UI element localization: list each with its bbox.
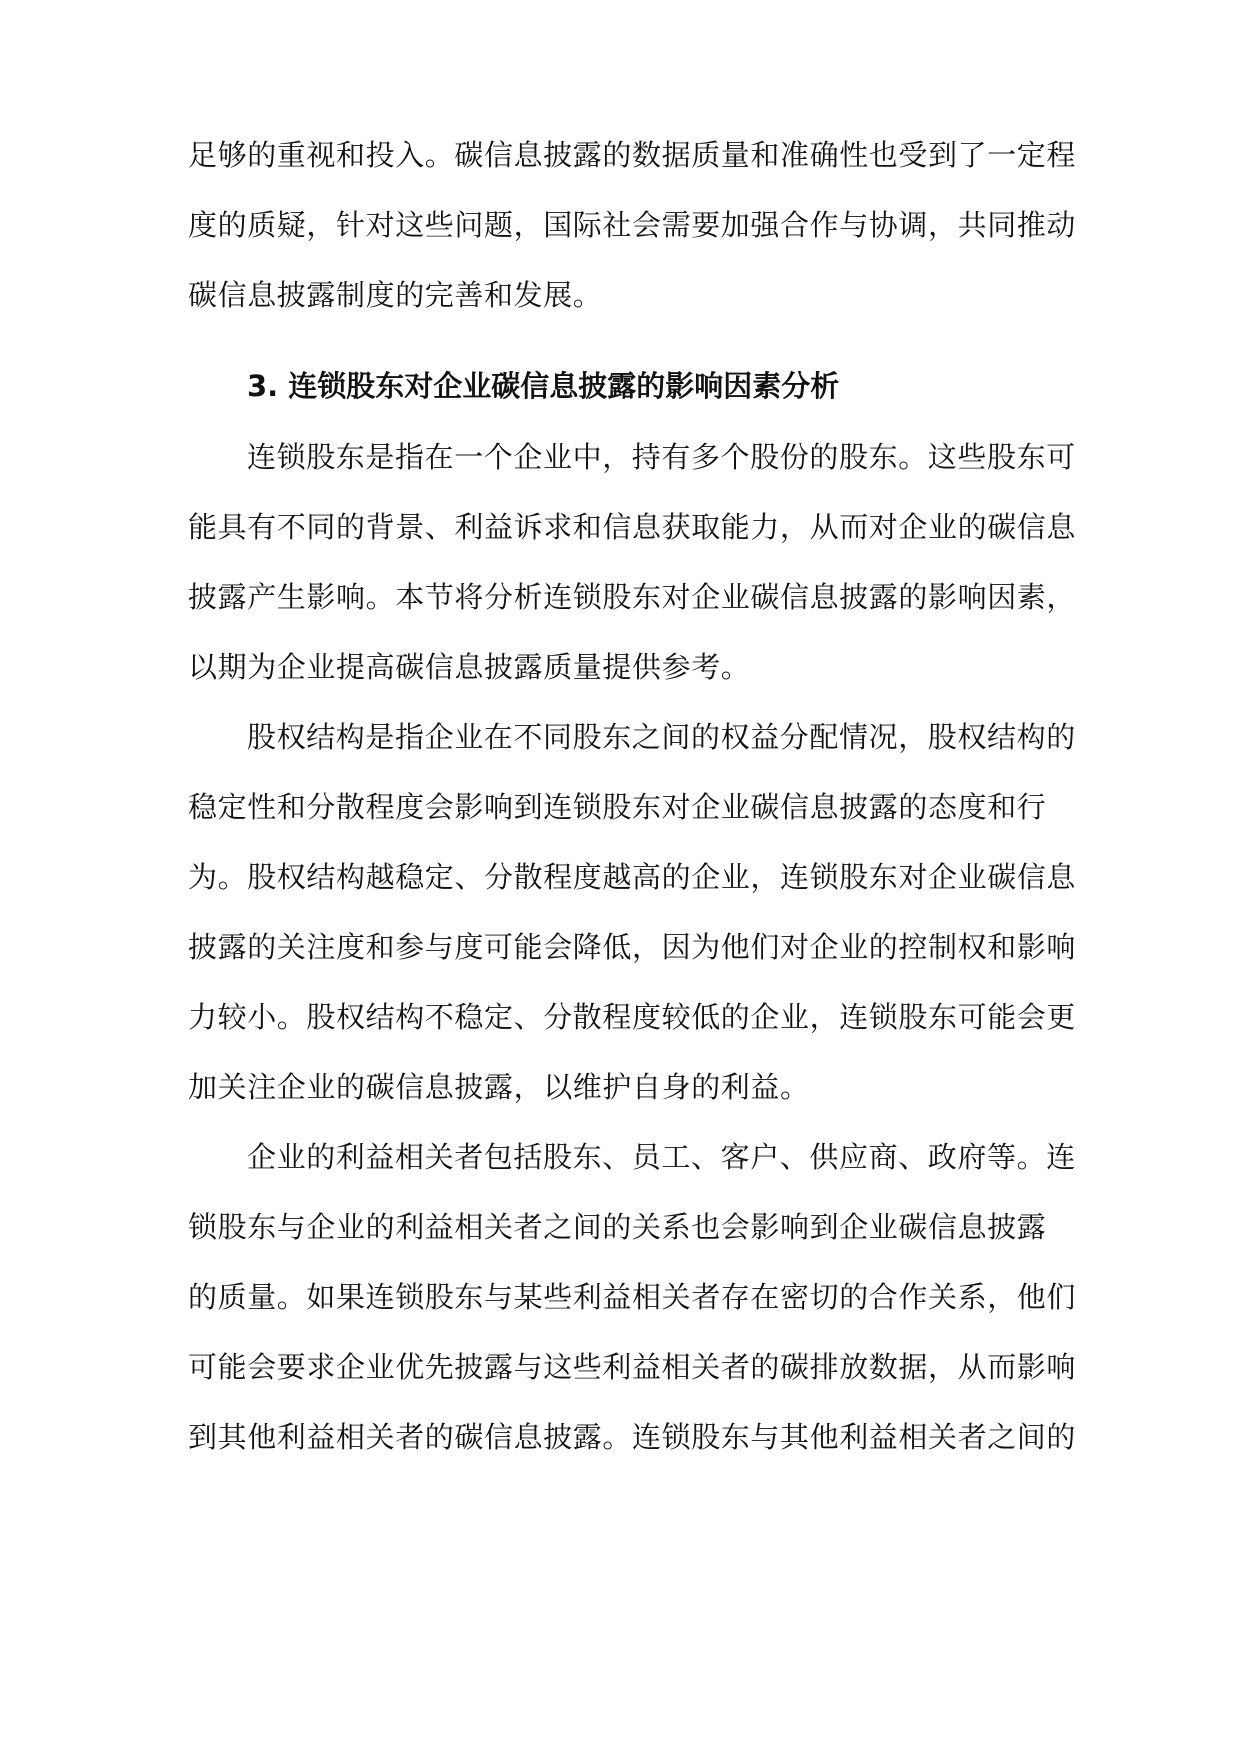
paragraph-3-line-4: 披露的关注度和参与度可能会降低，因为他们对企业的控制权和影响: [188, 930, 1077, 964]
paragraph-4-line-4: 可能会要求企业优先披露与这些利益相关者的碳排放数据，从而影响: [188, 1350, 1077, 1384]
paragraph-4-line-3: 的质量。如果连锁股东与某些利益相关者存在密切的合作关系，他们: [188, 1280, 1077, 1314]
paragraph-3-line-1: 股权结构是指企业在不同股东之间的权益分配情况，股权结构的: [247, 720, 1076, 754]
section-heading: 3. 连锁股东对企业碳信息披露的影响因素分析: [247, 369, 840, 403]
paragraph-3-line-3: 为。股权结构越稳定、分散程度越高的企业，连锁股东对企业碳信息: [188, 860, 1077, 894]
paragraph-2-line-3: 披露产生影响。本节将分析连锁股东对企业碳信息披露的影响因素，: [188, 580, 1077, 614]
paragraph-2-line-1: 连锁股东是指在一个企业中，持有多个股份的股东。这些股东可: [247, 440, 1076, 474]
paragraph-1-line-1: 足够的重视和投入。碳信息披露的数据质量和准确性也受到了一定程: [188, 138, 1077, 172]
paragraph-4-line-1: 企业的利益相关者包括股东、员工、客户、供应商、政府等。连: [247, 1140, 1076, 1174]
paragraph-2-line-2: 能具有不同的背景、利益诉求和信息获取能力，从而对企业的碳信息: [188, 510, 1077, 544]
paragraph-3-line-6: 加关注企业的碳信息披露，以维护自身的利益。: [188, 1070, 810, 1104]
paragraph-2-line-4: 以期为企业提高碳信息披露质量提供参考。: [188, 650, 751, 684]
paragraph-4-line-2: 锁股东与企业的利益相关者之间的关系也会影响到企业碳信息披露: [188, 1210, 1047, 1244]
paragraph-4-line-5: 到其他利益相关者的碳信息披露。连锁股东与其他利益相关者之间的: [188, 1420, 1077, 1454]
paragraph-3-line-5: 力较小。股权结构不稳定、分散程度较低的企业，连锁股东可能会更: [188, 1000, 1077, 1034]
paragraph-1-line-2: 度的质疑，针对这些问题，国际社会需要加强合作与协调，共同推动: [188, 208, 1077, 242]
paragraph-1-line-3: 碳信息披露制度的完善和发展。: [188, 278, 603, 312]
paragraph-3-line-2: 稳定性和分散程度会影响到连锁股东对企业碳信息披露的态度和行: [188, 790, 1047, 824]
